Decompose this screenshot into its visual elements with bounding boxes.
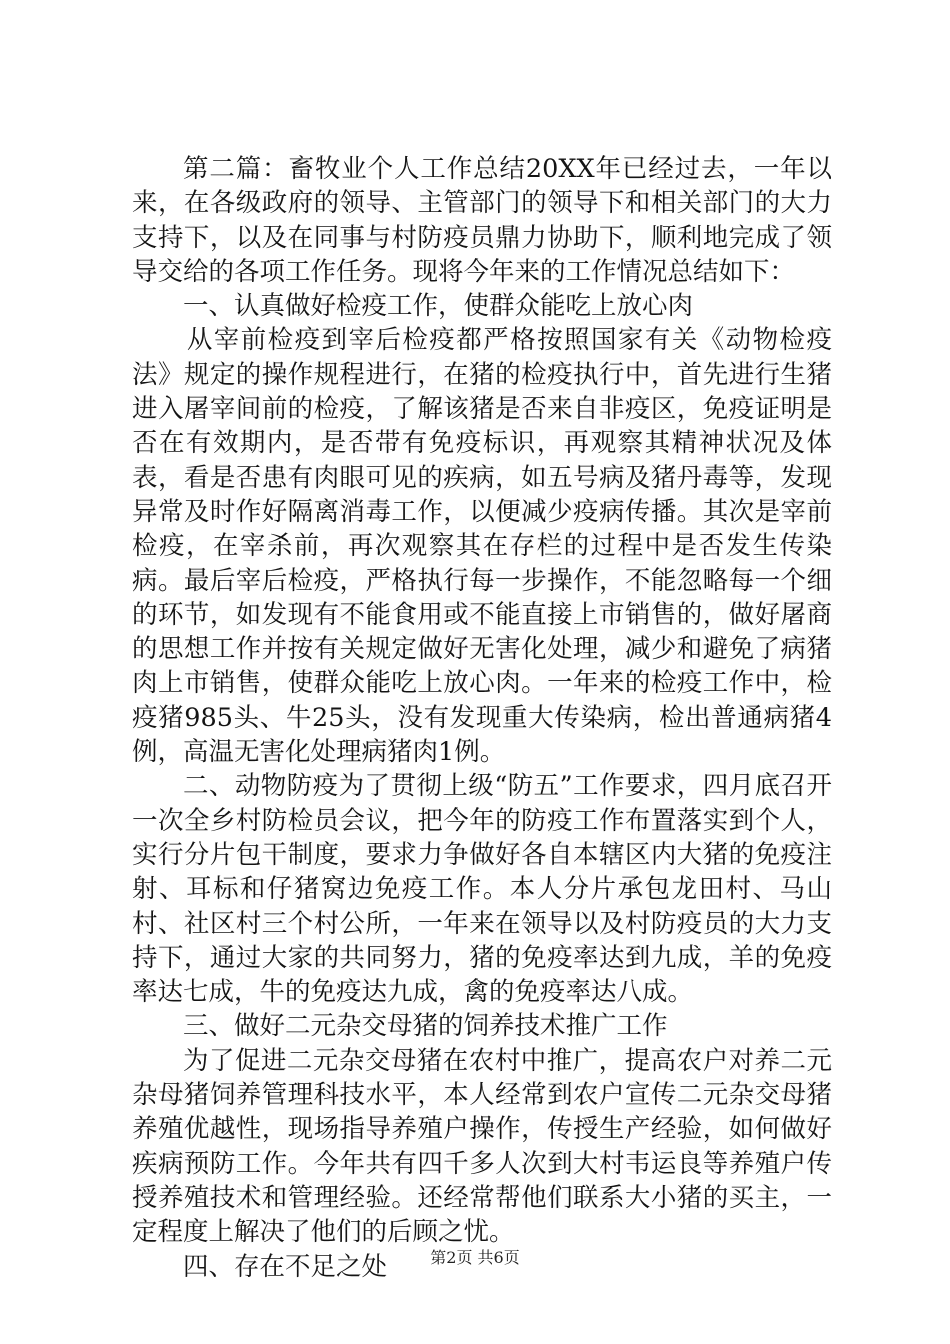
paragraph-quarantine: 从宰前检疫到宰后检疫都严格按照国家有关《动物检疫法》规定的操作规程进行，在猪的检疫执行中，首先进行生猪进入屠宰间前的检疫，了解该猪是否来自非疫区，免疫证明是否在有效期内，是否带有免疫标识，再观察其精神状况及体表，看是否患有肉眼可见的疾病，如五号病及猪丹毒等，发现异常及时作好隔离消毒工作，以便减少疫病传播。其次是宰前检疫，在宰杀前，再次观察其在存栏的过程中是否发生传染病。最后宰后检疫，严格执行每一步操作，不能忽略每一个细的环节，如发现有不能食用或不能直接上市销售的，做好屠商的思想工作并按有关规定做好无害化处理，减少和避免了病猪肉上市销售，使群众能吃上放心肉。一年来的检疫工作中，检疫猪985头、牛25头，没有发现重大传染病，检出普通病猪4例，高温无害化处理病猪肉1例。 (132, 325, 832, 768)
paragraph-epidemic-prevention: 二、动物防疫为了贯彻上级“防五”工作要求，四月底召开一次全乡村防检员会议，把今年的防疫工作布置落实到个人，实行分片包干制度，要求力争做好各自本辖区内大猪的免疫注射、耳标和仔猪窝边免疫工作。本人分片承包龙田村、马山村、社区村三个村公所，一年来在领导以及村防疫员的大力支持下，通过大家的共同努力，猪的免疫率达到九成，羊的免疫率达七成，牛的免疫达九成，禽的免疫率达八成。 (132, 771, 832, 1008)
paragraph-intro: 第二篇：畜牧业个人工作总结20XX年已经过去，一年以来，在各级政府的领导、主管部门的领导下和相关部门的大力支持下，以及在同事与村防疫员鼎力协助下，顺利地完成了领导交给的各项工作任务。现将今年来的工作情况总结如下： (132, 154, 832, 287)
heading-quarantine: 一、认真做好检疫工作，使群众能吃上放心肉 (183, 291, 694, 322)
document-body (132, 152, 832, 1284)
page-number: 第2页 共6页 (430, 1248, 520, 1267)
paragraph-sow-breeding: 为了促进二元杂交母猪在农村中推广，提高农户对养二元杂母猪饲养管理科技水平，本人经常到农户宣传二元杂交母猪养殖优越性，现场指导养殖户操作，传授生产经验，如何做好疾病预防工作。今年共有四千多人次到大村韦运良等养殖户传授养殖技术和管理经验。还经常帮他们联系大小猪的买主，一定程度上解决了他们的后顾之忧。 (132, 1045, 832, 1248)
heading-sow-breeding: 三、做好二元杂交母猪的饲养技术推广工作 (183, 1011, 668, 1042)
heading-shortcomings: 四、存在不足之处 (183, 1251, 388, 1282)
